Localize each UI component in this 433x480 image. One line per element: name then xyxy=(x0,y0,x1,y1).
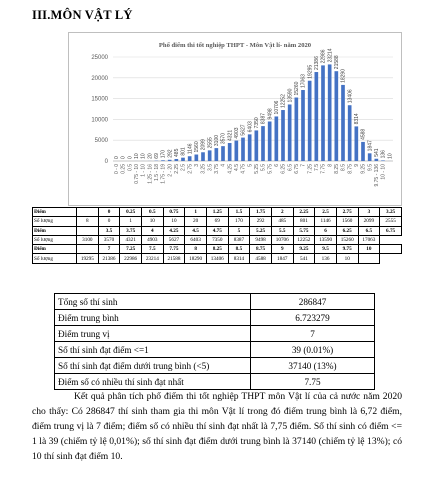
table-cell xyxy=(77,226,99,235)
x-tick-label: 0.5 xyxy=(127,164,134,171)
score-cell: 4.75 xyxy=(206,226,228,235)
bar xyxy=(328,64,332,161)
bar-data-label: 10706 xyxy=(273,100,280,115)
bar xyxy=(181,158,185,161)
x-tick-label: 5.75 xyxy=(267,164,274,174)
bar xyxy=(255,130,259,161)
x-tick-label: 1.25 - 16 xyxy=(147,164,154,184)
score-cell: 4.25 xyxy=(163,226,185,235)
bar xyxy=(215,148,219,161)
bar-data-label: 18290 xyxy=(340,69,347,83)
score-cell: 3.25 xyxy=(380,208,402,217)
stat-value: 6.723279 xyxy=(251,310,375,326)
score-cell: 5.25 xyxy=(250,226,272,235)
x-tick-label: 6.25 xyxy=(280,164,287,174)
score-cell: 10 xyxy=(358,245,380,254)
row-label: Số lượng xyxy=(33,254,77,263)
bar-data-label: 0 xyxy=(120,156,127,159)
count-cell: 0 xyxy=(98,217,120,226)
x-tick-label: 5.25 xyxy=(253,164,260,174)
count-cell: 1146 xyxy=(315,217,337,226)
count-cell: 2555 xyxy=(380,217,402,226)
score-cell: 7.25 xyxy=(120,245,142,254)
x-tick-label: 7 xyxy=(300,164,307,167)
count-cell: 136 xyxy=(315,254,337,263)
section-title: III.MÔN VẬT LÝ xyxy=(32,8,133,22)
y-axis-ticks xyxy=(91,55,108,165)
count-cell: 21386 xyxy=(98,254,120,263)
bar-data-label: 8387 xyxy=(260,112,267,125)
analysis-paragraph: Kết quả phân tích phổ điểm thi tốt nghiệp THPT môn Vật lí của cả nước năm 2020 cho thấy: Có 286847 thí sinh tham gia thi môn Vật lí trong đó điểm trung bình là 6,72 điểm, điểm trung vị là 7 điểm; điểm số có nhiều thí sinh đạt nhất là 7,75 điểm. Số thí sinh có điểm <= 1 là 39 (chiếm tỷ lệ 0,01%); số thí sinh đạt điểm dưới trung bình là 37140 (chiếm tỷ lệ 13%); có 10 thí sinh đạt điểm 10. xyxy=(32,391,402,462)
score-cell: 0 xyxy=(98,208,120,217)
bar-data-label: 22986 xyxy=(320,49,327,64)
count-cell: 69 xyxy=(206,217,228,226)
bar-data-label: 0 xyxy=(113,156,120,159)
bar-data-label: 10 xyxy=(387,153,394,159)
table-row-counts xyxy=(33,217,402,226)
count-cell: 8387 xyxy=(228,235,250,244)
score-cell: 6.75 xyxy=(380,226,402,235)
count-cell: 8 xyxy=(77,217,99,226)
bar-data-label: 20 xyxy=(147,153,154,159)
x-tick-label: 4 xyxy=(220,164,227,167)
bar xyxy=(248,134,252,161)
stats-row xyxy=(55,358,375,374)
score-cell: 1 xyxy=(185,208,207,217)
bar xyxy=(308,81,312,161)
stats-row xyxy=(55,310,375,326)
x-tick-label: 9.5 xyxy=(367,164,374,171)
bar xyxy=(381,160,385,161)
x-tick-label: 8.5 xyxy=(340,164,347,171)
x-tick-label: 10 - 10 xyxy=(380,164,387,180)
bar xyxy=(368,153,372,161)
y-tick-label: 25000 xyxy=(91,55,108,61)
bar xyxy=(268,121,272,161)
stat-label: Tổng số thí sinh xyxy=(55,294,251,310)
score-distribution-chart xyxy=(68,32,402,206)
score-cell: 8.25 xyxy=(206,245,228,254)
x-tick-label: 4.25 xyxy=(227,164,234,174)
bar-data-label: 17063 xyxy=(300,74,307,89)
score-cell: 9.75 xyxy=(336,245,358,254)
y-tick-label: 5000 xyxy=(94,138,108,145)
bar xyxy=(208,150,212,161)
count-cell: 10 xyxy=(163,217,185,226)
bar-data-label: 2555 xyxy=(207,137,214,149)
bar-data-label: 15260 xyxy=(293,81,300,96)
score-cell: 3 xyxy=(358,208,380,217)
count-cell: 19295 xyxy=(77,254,99,263)
bar xyxy=(295,98,299,161)
bar-data-label: 10 xyxy=(140,153,147,159)
bar-data-label: 541 xyxy=(373,148,380,157)
x-tick-label: 4.75 xyxy=(240,164,247,174)
bar-data-label: 7350 xyxy=(253,117,260,129)
x-tick-label: 9.75 - 136 xyxy=(373,164,380,187)
bar xyxy=(315,72,319,161)
count-cell: 1560 xyxy=(336,217,358,226)
bar-data-label: 3100 xyxy=(213,134,220,147)
bar xyxy=(261,126,265,161)
bar xyxy=(361,142,365,161)
bar xyxy=(341,85,345,161)
x-tick-label: 0.75 - 10 xyxy=(133,164,140,184)
bar-data-label: 9498 xyxy=(267,108,274,120)
bar-data-label: 0 xyxy=(127,156,134,159)
x-tick-label: 0 - 0 xyxy=(113,164,120,175)
bar-data-label: 136 xyxy=(380,150,387,159)
bar-data-label: 69 xyxy=(153,153,160,159)
score-cell: 5 xyxy=(228,226,250,235)
row-label: Số lượng xyxy=(33,235,77,244)
bar-data-label: 12252 xyxy=(280,94,287,109)
stats-row xyxy=(55,374,375,390)
bar-data-label: 23214 xyxy=(327,48,334,63)
count-cell: 10 xyxy=(336,254,358,263)
chart-bars xyxy=(135,64,392,161)
bar-data-label: 4321 xyxy=(227,129,234,142)
bar xyxy=(355,126,359,161)
bar xyxy=(228,143,232,161)
bar-data-label: 5627 xyxy=(240,124,247,136)
bar-data-label: 10 xyxy=(133,153,140,159)
bar-data-label: 4588 xyxy=(360,128,367,140)
count-cell: 22986 xyxy=(120,254,142,263)
x-tick-label: 6.75 xyxy=(293,164,300,174)
bar-data-label: 3570 xyxy=(220,133,227,145)
x-tick-label: 2.5 xyxy=(180,164,187,171)
score-cell: 8.75 xyxy=(250,245,272,254)
stat-label: Điểm số có nhiều thí sinh đạt nhất xyxy=(55,374,251,390)
count-cell: 292 xyxy=(250,217,272,226)
count-cell: 13590 xyxy=(315,235,337,244)
x-tick-label: 7.25 xyxy=(307,164,314,174)
bar xyxy=(188,156,192,161)
score-cell: 7 xyxy=(98,245,120,254)
stat-label: Điểm trung vị xyxy=(55,326,251,342)
bar-data-label: 1847 xyxy=(367,140,374,152)
bar xyxy=(235,141,239,161)
count-cell: 21588 xyxy=(163,254,185,263)
x-tick-label: 1 - 10 xyxy=(140,164,147,177)
x-tick-label: 8 xyxy=(327,164,334,167)
count-cell: 4321 xyxy=(120,235,142,244)
count-cell: 10706 xyxy=(271,235,293,244)
bar-data-label: 21386 xyxy=(313,56,320,71)
score-cell: 6 xyxy=(315,226,337,235)
x-tick-label: 3.25 xyxy=(200,164,207,174)
count-cell: 170 xyxy=(228,217,250,226)
x-tick-label: 1.75 - 19 xyxy=(160,164,167,184)
stat-value: 39 (0.01%) xyxy=(251,342,375,358)
table-row-scores xyxy=(33,208,402,217)
score-cell: 3.5 xyxy=(98,226,120,235)
bar-data-label: 292 xyxy=(167,149,174,158)
x-tick-label: 2 - 20 xyxy=(167,164,174,177)
row-label: Điểm xyxy=(33,208,77,217)
table-row-counts xyxy=(33,235,402,244)
score-cell: 9 xyxy=(271,245,293,254)
score-cell: 0.5 xyxy=(141,208,163,217)
score-cell: 1.5 xyxy=(228,208,250,217)
x-tick-label: 5 xyxy=(247,164,254,167)
count-cell: 9498 xyxy=(250,235,272,244)
bar xyxy=(301,90,305,161)
summary-stats-table xyxy=(54,293,375,390)
x-tick-label: 8.25 xyxy=(333,164,340,174)
count-cell: 23214 xyxy=(141,254,163,263)
table-row-scores xyxy=(33,245,402,254)
bar-data-label: 1560 xyxy=(193,141,200,153)
score-cell: 0.75 xyxy=(163,208,185,217)
score-cell xyxy=(380,245,402,254)
bar xyxy=(375,159,379,161)
score-cell: 6.5 xyxy=(358,226,380,235)
score-cell: 5.75 xyxy=(293,226,315,235)
row-label: Điểm xyxy=(33,226,77,235)
score-cell: 7.75 xyxy=(163,245,185,254)
count-cell: 10 xyxy=(141,217,163,226)
count-cell: 485 xyxy=(271,217,293,226)
score-cell: 1.25 xyxy=(206,208,228,217)
bar-data-label: 21588 xyxy=(333,55,340,70)
table-row-scores xyxy=(33,226,402,235)
count-cell: 2099 xyxy=(358,217,380,226)
bar-chart-svg xyxy=(69,33,401,205)
bar xyxy=(201,152,205,161)
x-tick-label: 1.5 - 18 xyxy=(153,164,160,181)
table-row-counts xyxy=(33,254,402,263)
x-tick-label: 2.25 xyxy=(173,164,180,174)
x-tick-label: 6 xyxy=(273,164,280,167)
bar xyxy=(221,146,225,161)
score-cell: 6.25 xyxy=(336,226,358,235)
bar-data-label: 485 xyxy=(173,148,180,157)
stat-value: 7.75 xyxy=(251,374,375,390)
count-cell: 1847 xyxy=(271,254,293,263)
y-tick-label: 15000 xyxy=(91,96,108,103)
bar xyxy=(161,160,165,161)
bar-data-label: 1146 xyxy=(187,143,194,155)
count-cell: 4903 xyxy=(141,235,163,244)
score-cell: 9.25 xyxy=(293,245,315,254)
count-cell: 18290 xyxy=(185,254,207,263)
stat-label: Số thí sinh đạt điểm <=1 xyxy=(55,342,251,358)
score-cell: 4.5 xyxy=(185,226,207,235)
bar-data-label: 2099 xyxy=(200,139,207,151)
count-cell: 20 xyxy=(185,217,207,226)
count-cell: 801 xyxy=(293,217,315,226)
stat-label: Điểm trung bình xyxy=(55,310,251,326)
bar xyxy=(175,159,179,161)
x-tick-label: 2.75 xyxy=(187,164,194,174)
count-cell: 1 xyxy=(120,217,142,226)
score-cell: 4 xyxy=(141,226,163,235)
x-axis-ticks xyxy=(114,164,387,187)
stat-value: 37140 (13%) xyxy=(251,358,375,374)
count-cell xyxy=(358,254,380,263)
bar-data-label: 170 xyxy=(160,149,167,159)
score-cell: 3.75 xyxy=(120,226,142,235)
stats-row xyxy=(55,326,375,342)
bar-data-label: 13590 xyxy=(287,88,294,103)
bar-data-label: 19295 xyxy=(307,64,314,79)
x-tick-label: 3 xyxy=(193,164,200,167)
score-cell: 2.5 xyxy=(315,208,337,217)
x-tick-label: 7.5 xyxy=(313,164,320,171)
row-label: Điểm xyxy=(33,245,77,254)
x-tick-label: 8.75 xyxy=(347,164,354,174)
count-cell: 8314 xyxy=(228,254,250,263)
bar xyxy=(321,65,325,161)
score-cell: 5.5 xyxy=(271,226,293,235)
table-cell xyxy=(77,245,99,254)
bar xyxy=(335,71,339,161)
stats-row xyxy=(55,294,375,310)
score-cell: 9.5 xyxy=(315,245,337,254)
bar xyxy=(241,138,245,161)
bar xyxy=(288,104,292,161)
bar-data-label: 4903 xyxy=(233,127,240,139)
count-cell: 13406 xyxy=(206,254,228,263)
x-tick-label: 9 xyxy=(353,164,360,167)
count-cell: 541 xyxy=(293,254,315,263)
score-cell: 1.75 xyxy=(250,208,272,217)
x-tick-label: 7.75 xyxy=(320,164,327,174)
bar xyxy=(348,105,352,161)
y-tick-label: 10000 xyxy=(91,117,108,124)
bar-data-label: 13406 xyxy=(347,89,354,104)
count-cell: 6403 xyxy=(185,235,207,244)
count-cell: 7350 xyxy=(206,235,228,244)
x-tick-label: 4.5 xyxy=(233,164,240,171)
score-cell: 7.5 xyxy=(141,245,163,254)
bar-data-label: 6403 xyxy=(247,121,254,133)
count-cell: 17063 xyxy=(358,235,380,244)
chart-title: Phổ điểm thi tốt nghiệp THPT - Môn Vật lí- năm 2020 xyxy=(158,42,312,49)
table-cell xyxy=(77,208,99,217)
bar xyxy=(281,110,285,161)
row-label: Số lượng xyxy=(33,217,77,226)
count-cell: 4588 xyxy=(250,254,272,263)
stat-value: 7 xyxy=(251,326,375,342)
bar xyxy=(195,155,199,161)
x-tick-label: 0.25 xyxy=(120,164,127,174)
bar-data-label: 801 xyxy=(180,147,187,156)
score-cell: 0.25 xyxy=(120,208,142,217)
count-cell: 12252 xyxy=(293,235,315,244)
stats-row xyxy=(55,342,375,358)
bar-data-label: 8314 xyxy=(353,113,360,125)
x-tick-label: 9.25 xyxy=(360,164,367,174)
x-tick-label: 3.5 xyxy=(207,164,214,171)
count-cell: 5627 xyxy=(163,235,185,244)
stat-value: 286847 xyxy=(251,294,375,310)
x-tick-label: 3.75 xyxy=(213,164,220,174)
count-cell: 3100 xyxy=(77,235,99,244)
bar xyxy=(168,160,172,161)
count-cell: 15260 xyxy=(336,235,358,244)
score-cell: 8 xyxy=(185,245,207,254)
count-cell: 3570 xyxy=(98,235,120,244)
stat-label: Số thí sinh đạt điểm dưới trung bình (<5) xyxy=(55,358,251,374)
score-cell: 8.5 xyxy=(228,245,250,254)
y-tick-label: 0 xyxy=(104,159,108,165)
x-tick-label: 5.5 xyxy=(260,164,267,171)
score-count-table xyxy=(32,207,402,264)
score-cell: 2.25 xyxy=(293,208,315,217)
bar xyxy=(275,116,279,161)
y-tick-label: 20000 xyxy=(91,75,108,82)
score-cell: 2 xyxy=(271,208,293,217)
x-tick-label: 6.5 xyxy=(287,164,294,171)
score-cell: 2.75 xyxy=(336,208,358,217)
